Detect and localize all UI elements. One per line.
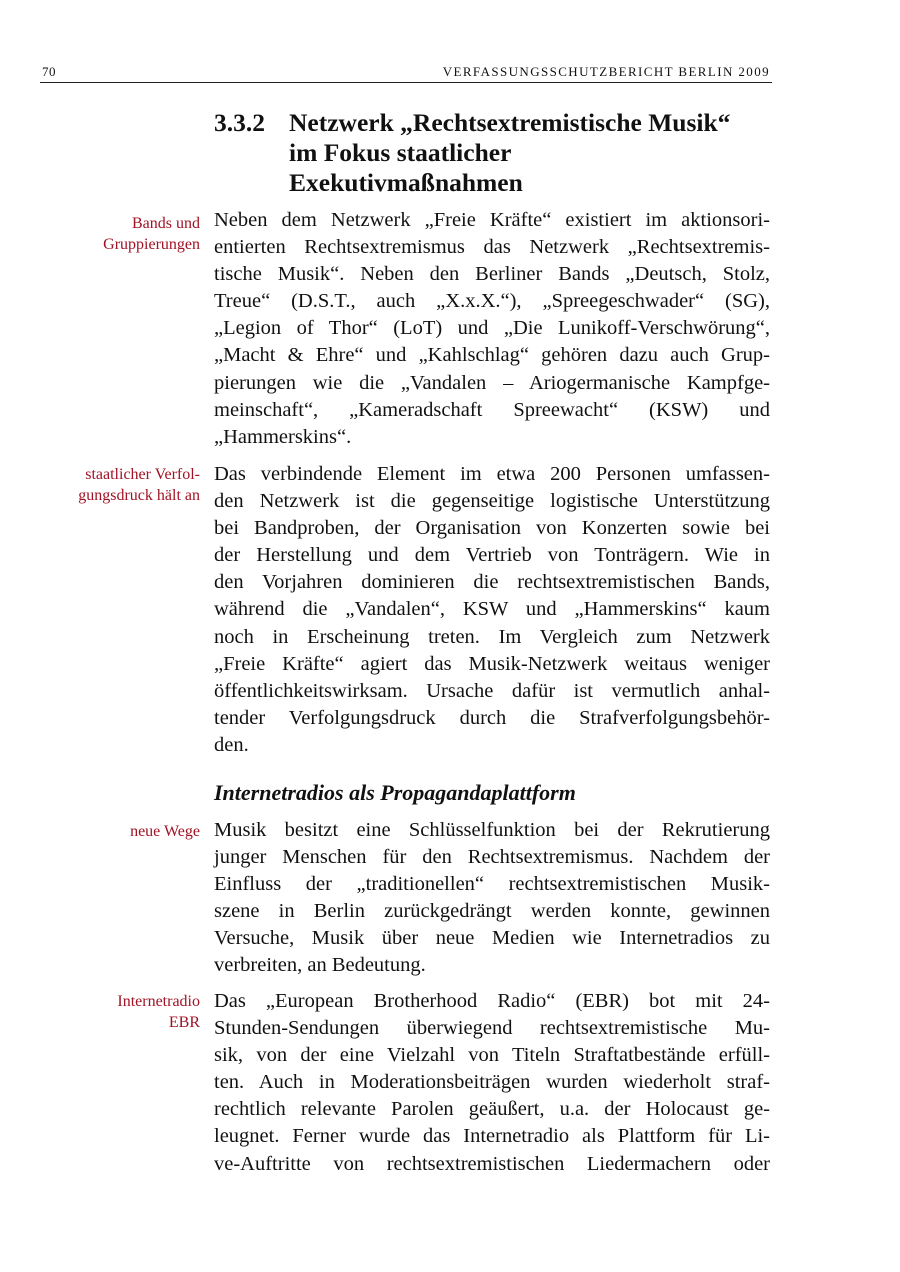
section-heading [214, 108, 774, 198]
text-line: „Macht & Ehre“ und „Kahlschlag“ gehören dazu auch Grup- [214, 344, 770, 367]
section-title-line: im Fokus staatlicher [289, 138, 512, 167]
text-line: den Vorjahren dominieren die rechtsextremistischen Bands, [214, 571, 770, 594]
text-line: pierungen wie die „Vandalen – Ariogermanische Kampfge- [214, 371, 770, 394]
margin-note-line: neue Wege [130, 823, 200, 840]
text-line: Stunden-Sendungen überwiegend rechtsextremistische Mu- [214, 1017, 770, 1040]
margin-note-line: Bands und [132, 215, 200, 232]
text-line: „Freie Kräfte“ agiert das Musik-Netzwerk weitaus weniger [214, 652, 770, 675]
text-line: junger Menschen für den Rechtsextremismus. Nachdem der [214, 846, 770, 869]
running-title: VERFASSUNGSSCHUTZBERICHT BERLIN 2009 [442, 64, 770, 79]
text-line: Versuche, Musik über neue Medien wie Internetradios zu [214, 927, 770, 950]
paragraph-music [214, 817, 770, 980]
text-line: „Legion of Thor“ (LoT) und „Die Lunikoff-Verschwörung“, [214, 317, 770, 340]
margin-note-bands [30, 213, 200, 255]
margin-note-line: Internetradio [117, 993, 200, 1010]
paragraph-network [214, 461, 770, 759]
text-line: öffentlichkeitswirksam. Ursache dafür ist vermutlich anhal- [214, 679, 770, 702]
text-line: noch in Erscheinung treten. Im Vergleich zum Netzwerk [214, 625, 770, 648]
text-line: meinschaft“, „Kameradschaft Spreewacht“ (KSW) und [214, 398, 770, 421]
text-line: rechtlich relevante Parolen geäußert, u.a. der Holocaust ge- [214, 1098, 770, 1121]
text-line: ten. Auch in Moderationsbeiträgen wurden wiederholt straf- [214, 1071, 770, 1094]
page-number: 70 [42, 64, 56, 79]
margin-note-pressure [30, 464, 200, 506]
margin-note-radio [30, 991, 200, 1033]
text-line: den. [214, 733, 249, 756]
text-line: den Netzwerk ist die gegenseitige logistische Unterstützung [214, 490, 770, 513]
margin-note-line: EBR [168, 1014, 200, 1031]
text-line: tender Verfolgungsdruck durch die Strafverfolgungsbehör- [214, 706, 770, 729]
text-line: leugnet. Ferner wurde das Internetradio als Plattform für Li- [214, 1125, 770, 1148]
text-line: Einfluss der „traditionellen“ rechtsextremistischen Musik- [214, 873, 770, 896]
section-number: 3.3.2 [214, 108, 265, 137]
text-line: „Hammerskins“. [214, 425, 352, 448]
paragraph-bands [214, 207, 770, 451]
section-title-line: Netzwerk „Rechtsextremistische Musik“ [289, 108, 731, 137]
header-rule [40, 82, 772, 83]
text-line: tische Musik“. Neben den Berliner Bands „Deutsch, Stolz, [214, 263, 770, 286]
paragraph-radio [214, 988, 770, 1178]
text-line: Musik besitzt eine Schlüsselfunktion bei der Rekrutierung [214, 819, 770, 841]
text-line: bei Bandproben, der Organisation von Konzerten sowie bei [214, 517, 770, 540]
section-title-line: Exekutivmaßnahmen [289, 168, 523, 197]
margin-note-line: gungsdruck hält an [78, 487, 200, 504]
text-line: Neben dem Netzwerk „Freie Kräfte“ existiert im aktionsori- [214, 209, 770, 231]
text-line: ve-Auftritte von rechtsextremistischen Liedermachern oder [214, 1152, 770, 1175]
text-line: verbreiten, an Bedeutung. [214, 954, 426, 977]
text-line: Das „European Brotherhood Radio“ (EBR) bot mit 24- [214, 990, 770, 1012]
text-line: während die „Vandalen“, KSW und „Hammerskins“ kaum [214, 598, 770, 621]
text-line: szene in Berlin zurückgedrängt werden konnte, gewinnen [214, 900, 770, 923]
text-line: der Herstellung und dem Vertrieb von Tonträgern. Wie in [214, 544, 770, 567]
margin-note-new-ways [30, 821, 200, 842]
text-line: sik, von der eine Vielzahl von Titeln Straftatbestände erfüll- [214, 1044, 770, 1067]
margin-note-line: Gruppierungen [103, 236, 200, 253]
text-line: Treue“ (D.S.T., auch „X.x.X.“), „Spreegeschwader“ (SG), [214, 290, 770, 313]
text-line: Das verbindende Element im etwa 200 Personen umfassen- [214, 463, 770, 485]
text-line: entierten Rechtsextremismus das Netzwerk „Rechtsextremis- [214, 236, 770, 259]
margin-note-line: staatlicher Verfol- [85, 466, 200, 483]
section-title [289, 108, 774, 198]
subheading: Internetradios als Propagandaplattform [214, 780, 576, 805]
